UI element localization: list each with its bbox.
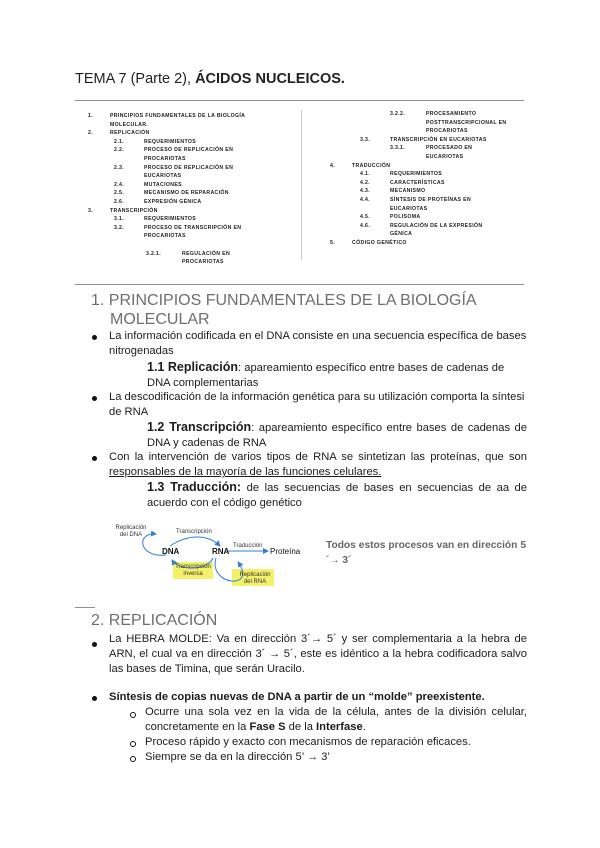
title-divider bbox=[75, 100, 524, 101]
s1-bullet-proteins: Con la intervención de varios tipos de RNA se sintetizan las proteínas, que son responsables de la mayoría de las funciones celulares. bbox=[109, 451, 527, 478]
bullet-dot bbox=[92, 335, 97, 340]
toc-item-label: PROCARIOTAS bbox=[144, 233, 186, 240]
label-rna: RNA bbox=[212, 547, 230, 556]
transcription-arrow bbox=[170, 537, 220, 546]
s1-replication: 1.1 Replicación: apareamiento específico entre bases de cadenas de DNA complementarias bbox=[147, 360, 505, 389]
toc-item-label: PROCARIOTAS bbox=[182, 259, 224, 266]
toc-item-label: PROCESADO EN bbox=[426, 145, 473, 152]
toc-item-number: 4.4. bbox=[360, 196, 371, 203]
toc-separator bbox=[301, 110, 302, 260]
toc-item-number: 2.1. bbox=[114, 138, 125, 145]
toc-item-number: 3.3.1. bbox=[390, 145, 406, 152]
label-transcription: Transcripción bbox=[176, 529, 212, 535]
toc-item-label: PROCESAMIENTO bbox=[426, 111, 477, 117]
toc-item-label: CARACTERÍSTICAS bbox=[390, 179, 445, 186]
toc-item-label: PROCESO DE TRANSCRIPCIÓN EN bbox=[144, 224, 242, 231]
label-protein: Proteína bbox=[270, 547, 301, 556]
s1-transcription: 1.2 Transcripción: apareamiento específico entre bases de cadenas de DNA y cadenas de RNA bbox=[147, 420, 527, 449]
toc-item-label: PROCESO DE REPLICACIÓN EN bbox=[144, 147, 234, 154]
toc-item[interactable] bbox=[88, 121, 298, 130]
toc-item[interactable] bbox=[88, 224, 298, 233]
toc-item-label: PRINCIPIOS FUNDAMENTALES DE LA BIOLOGÍA bbox=[110, 113, 246, 119]
toc-item-number: 4.1. bbox=[360, 171, 371, 178]
page-title: TEMA 7 (Parte 2), ÁCIDOS NUCLEICOS. bbox=[75, 71, 345, 87]
toc-item[interactable] bbox=[88, 181, 298, 190]
label-replication-dna: Replicación del DNA bbox=[115, 525, 147, 538]
s2-sub-once: Ocurre una sola vez en la vida de la célula, antes de la división celular, concretamente en la Fase S de la Interfase. bbox=[145, 706, 527, 733]
s1-bullet-dna-info: La información codificada en el DNA consiste en una secuencia específica de bases nitrogenadas bbox=[109, 330, 527, 357]
toc-item[interactable] bbox=[330, 187, 525, 196]
toc-item[interactable] bbox=[330, 222, 525, 231]
toc-item-number: 3.1. bbox=[114, 216, 125, 223]
toc-item-label: CÓDIGO GENÉTICO bbox=[352, 239, 407, 246]
toc-item[interactable] bbox=[330, 230, 525, 239]
toc-item-number: 2.2. bbox=[114, 147, 125, 154]
toc-item-label: POLISOMA bbox=[390, 214, 421, 221]
toc-item[interactable] bbox=[330, 179, 525, 188]
toc-item[interactable] bbox=[88, 155, 298, 164]
circle-bullet bbox=[130, 756, 136, 762]
label-replication-rna: Replicación del RNA bbox=[239, 572, 271, 585]
toc-item-number: 4.2. bbox=[360, 179, 371, 186]
toc-item[interactable] bbox=[88, 189, 298, 198]
toc-item-label: REGULACIÓN EN bbox=[182, 250, 231, 257]
toc-item-label: REQUERIMIENTOS bbox=[144, 216, 197, 223]
toc-item-number: 1. bbox=[88, 113, 94, 119]
toc-item[interactable] bbox=[88, 241, 298, 250]
diagram-side-note: Todos estos procesos van en dirección 5´→ 3´ bbox=[326, 540, 526, 566]
label-dna: DNA bbox=[162, 547, 180, 556]
toc-item-number: 2. bbox=[88, 130, 94, 137]
toc-item-label: PROCARIOTAS bbox=[426, 128, 468, 135]
toc-item[interactable] bbox=[330, 127, 525, 136]
toc-item-number: 4.5. bbox=[360, 214, 371, 221]
toc-item-label: PROCARIOTAS bbox=[144, 155, 186, 162]
toc-item-label: MECANISMO bbox=[390, 188, 426, 195]
bullet-dot bbox=[92, 396, 97, 401]
toc-item[interactable] bbox=[88, 172, 298, 181]
toc-item[interactable] bbox=[88, 129, 298, 138]
toc-item-label: REQUERIMIENTOS bbox=[144, 138, 197, 145]
toc-item[interactable] bbox=[330, 196, 525, 205]
toc-item-number: 2.5. bbox=[114, 190, 125, 197]
toc-item-label: TRADUCCIÓN bbox=[352, 162, 391, 169]
bullet-dot bbox=[92, 642, 97, 647]
toc-right-column bbox=[330, 110, 525, 248]
toc-item-label: TRANSCRIPCIÓN EN EUCARIOTAS bbox=[390, 136, 487, 143]
toc-item-number: 4. bbox=[330, 162, 336, 169]
toc-item-label: POSTTRANSCRIPCIONAL EN bbox=[426, 119, 507, 126]
toc-item-number: 3. bbox=[88, 207, 94, 214]
toc-item-number: 3.2.1. bbox=[146, 250, 162, 257]
toc-item[interactable] bbox=[88, 164, 298, 173]
toc-item-label: MUTACIONES bbox=[144, 181, 182, 188]
label-translation: Traducción bbox=[233, 543, 263, 549]
label-reverse-transcription: Transcripción inversa bbox=[175, 564, 211, 577]
toc-item[interactable] bbox=[330, 119, 525, 128]
toc-item[interactable] bbox=[330, 170, 525, 179]
toc-item-label: EUCARIOTAS bbox=[390, 205, 428, 212]
toc-item[interactable] bbox=[330, 136, 525, 145]
toc-item[interactable] bbox=[88, 112, 298, 121]
toc-item[interactable] bbox=[88, 258, 298, 267]
toc-item-label: SÍNTESIS DE PROTEÍNAS EN bbox=[390, 196, 472, 203]
toc-item[interactable] bbox=[88, 146, 298, 155]
circle-bullet bbox=[130, 712, 136, 718]
toc-item[interactable] bbox=[330, 144, 525, 153]
toc-left-column bbox=[88, 112, 298, 267]
toc-item-label: TRANSCRIPCIÓN bbox=[110, 207, 158, 214]
toc-item-label: GÉNICA bbox=[390, 231, 413, 238]
toc-item[interactable] bbox=[88, 215, 298, 224]
toc-item[interactable] bbox=[330, 110, 525, 119]
s1-bullet-decoding: La descodificación de la información genética para su utilización comporta la síntesi de RNA bbox=[109, 391, 525, 418]
toc-item-label: REQUERIMIENTOS bbox=[390, 171, 443, 178]
toc-item-label: PROCESO DE REPLICACIÓN EN bbox=[144, 164, 234, 171]
toc-divider bbox=[75, 284, 524, 285]
toc-item-number: 2.3. bbox=[114, 164, 125, 171]
toc-item-number: 4.6. bbox=[360, 222, 371, 229]
bullet-dot bbox=[92, 696, 97, 701]
toc-item-label: MOLECULAR. bbox=[110, 121, 149, 128]
toc-item-number: 4.3. bbox=[360, 188, 371, 195]
toc-item-label: EUCARIOTAS bbox=[426, 153, 464, 160]
section2-heading: 2. REPLICACIÓN bbox=[91, 612, 218, 629]
bullet-dot bbox=[92, 456, 97, 461]
toc-item[interactable] bbox=[330, 205, 525, 214]
section-divider bbox=[75, 607, 95, 608]
toc-item[interactable] bbox=[88, 198, 298, 207]
s2-sub-direction: Siempre se da en la dirección 5’ → 3’ bbox=[145, 751, 330, 763]
toc-item[interactable] bbox=[330, 239, 525, 248]
s2-bullet-synthesis: Síntesis de copias nuevas de DNA a partir de un “molde” preexistente. bbox=[109, 691, 485, 703]
toc-item[interactable] bbox=[88, 207, 298, 216]
toc-item-number: 5. bbox=[330, 239, 336, 246]
toc-item[interactable] bbox=[330, 153, 525, 162]
toc-item-number: 2.6. bbox=[114, 198, 125, 205]
toc-item-label: REGULACIÓN DE LA EXPRESIÓN bbox=[390, 222, 483, 229]
circle-bullet bbox=[130, 741, 136, 747]
toc-item-label: EXPRESIÓN GÉNICA bbox=[144, 198, 202, 205]
central-dogma-diagram bbox=[108, 522, 308, 592]
s1-translation: 1.3 Traducción: de las secuencias de bases en secuencias de aa de acuerdo con el código genético bbox=[147, 480, 527, 509]
toc-item-label: MECANISMO DE REPARACIÓN bbox=[144, 190, 229, 197]
toc-item[interactable] bbox=[330, 213, 525, 222]
section1-heading: 1. PRINCIPIOS FUNDAMENTALES DE LA BIOLOGÍA MOLECULAR bbox=[91, 292, 477, 328]
s2-bullet-template-strand: La HEBRA MOLDE: Va en dirección 3´→ 5´ y ser complementaria a la hebra de ARN, el cual va en dirección 3´ → 5´, este es idéntico a la hebra codificadora salvo las bases de Timina, que serán Uracilo. bbox=[109, 633, 527, 675]
toc-item-number: 3.2. bbox=[114, 224, 125, 231]
toc-item-number: 3.3. bbox=[360, 136, 371, 143]
toc-item-label: REPLICACIÓN bbox=[110, 130, 150, 137]
toc-item-label: EUCARIOTAS bbox=[144, 173, 182, 180]
toc-item[interactable] bbox=[88, 232, 298, 241]
s2-sub-fast: Proceso rápido y exacto con mecanismos de reparación eficaces. bbox=[145, 736, 471, 748]
toc-item-number: 2.4. bbox=[114, 181, 125, 188]
toc-item[interactable] bbox=[88, 250, 298, 259]
toc-item[interactable] bbox=[88, 138, 298, 147]
toc-item-number: 3.2.2. bbox=[390, 111, 406, 117]
toc-item[interactable] bbox=[330, 162, 525, 171]
